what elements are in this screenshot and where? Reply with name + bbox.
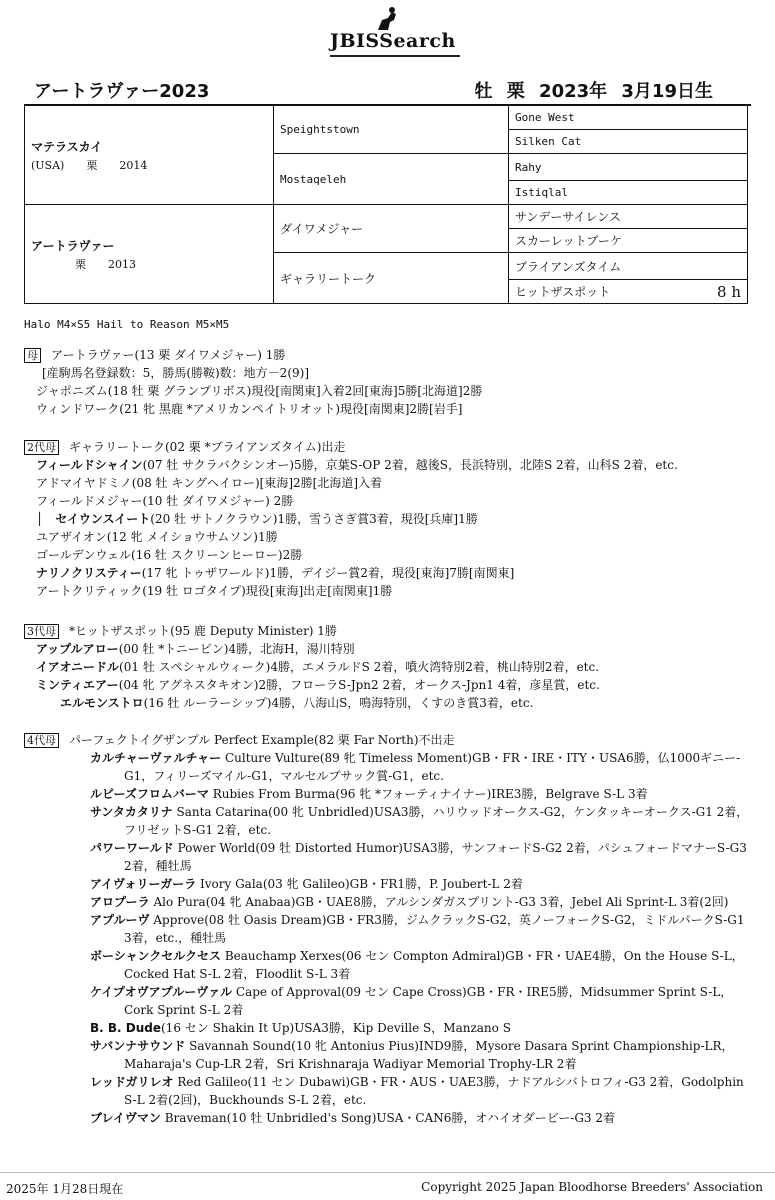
2nd-dam-line-1: アドマイヤドミノ(08 牡 キングヘイロー)[東海]2勝[北海道]入着 [36, 476, 383, 490]
dam-name[interactable]: アートラヴァー [31, 238, 115, 253]
4th-dam-list [24, 749, 754, 1127]
dds-cell[interactable]: ブライアンズタイム [509, 253, 748, 280]
section-dam [24, 346, 754, 418]
descendant-name[interactable]: サンタカタリナ [90, 805, 173, 819]
tag-2nd-dam: 2代母 [24, 440, 59, 455]
descendant-entry [24, 983, 754, 1019]
logo-text: JBISSearch [330, 30, 456, 52]
inbreeding-line: Halo M4×S5 Hail to Reason M5×M5 [24, 318, 230, 331]
descendant-record: Beauchamp Xerxes(06 セン Compton Admiral)GB・FR・UAE4勝，On the House S-L，Cocked Hat S-L 2着，Floodlit S-L 3着 [124, 949, 744, 981]
3rd-dam-line-1: イアオニードル(01 牡 スペシャルウィーク)4勝，エメラルドS 2着，噴火湾特別2着，桃山特別2着，etc. [36, 660, 600, 674]
section-3rd-dam [24, 622, 754, 712]
3rd-dam-head: *ヒットザスポット(95 鹿 Deputy Minister) 1勝 [69, 624, 337, 638]
ddd-cell [509, 280, 748, 304]
descendant-entry [24, 839, 754, 875]
descendant-name[interactable]: B. B. Dude [90, 1021, 161, 1035]
jbis-logo[interactable] [330, 6, 465, 54]
descendant-name[interactable]: アプルーヴ [90, 913, 150, 927]
2nd-dam-line-0: フィールドシャイン(07 牡 サクラバクシンオー)5勝，京葉S-OP 2着，越後S，長浜特別，北陸S 2着，山科S 2着，etc. [36, 458, 678, 472]
descendant-entry [24, 1109, 754, 1127]
descendant-entry [24, 1073, 754, 1109]
footer-copyright: Copyright 2025 Japan Bloodhorse Breeders' Association [421, 1180, 763, 1194]
descendant-entry [24, 749, 754, 785]
ds-cell[interactable]: ダイワメジャー [274, 205, 509, 253]
sire-sub: (USA) 栗 2014 [31, 158, 148, 172]
family-number: 8 h [717, 282, 741, 301]
title-bar [24, 76, 751, 106]
dam-line-1: [産駒馬名登録数：5，勝馬(勝鞍)数：地方－2(9)] [42, 366, 309, 380]
descendant-name[interactable]: ボーシャンクセルクセス [90, 949, 222, 963]
footer-divider [0, 1172, 775, 1173]
descendant-record: Savannah Sound(10 牝 Antonius Pius)IND9勝，Mysore Dasara Sprint Championship-LR，Maharaja's Cup-LR 2着，Sri Krishnaraja Wadiyar Memorial Trophy-LR 2着 [124, 1039, 734, 1071]
descendant-entry [24, 1019, 754, 1037]
descendant-entry [24, 911, 754, 947]
2nd-dam-line-3: │ セイウンスイート(20 牡 サトノクラウン)1勝，雪うさぎ賞3着，現役[兵庫]1勝 [36, 512, 478, 526]
2nd-dam-line-7: アートクリティック(19 牡 ロゴタイプ)現役[東海]出走[南関東]1勝 [36, 584, 393, 598]
descendant-record: (16 セン Shakin It Up)USA3勝，Kip Deville S，Manzano S [161, 1021, 511, 1035]
sire-cell [25, 106, 274, 205]
sds-cell[interactable]: Rahy [509, 154, 748, 181]
descendant-record: Alo Pura(04 牝 Anabaa)GB・UAE8勝，アルシンダガスプリント-G3 3着，Jebel Ali Sprint-L 3着(2回) [149, 895, 729, 909]
dam-line-3: ウィンドワーク(21 牝 黒鹿 *アメリカンペイトリオット)現役[南関東]2勝[岩手] [36, 402, 463, 416]
descendant-record: Cape of Approval(09 セン Cape Cross)GB・FR・IRE5勝，Midsummer Sprint S-L，Cork Sprint S-L 2着 [124, 985, 733, 1017]
logo-underline [330, 55, 460, 57]
2nd-dam-line-5: ゴールデンウェル(16 牡 スクリーンヒーロー)2勝 [36, 548, 303, 562]
descendant-record: Power World(09 牡 Distorted Humor)USA3勝，サンフォードS-G2 2着，パシュフォードマナーS-G3 2着，種牡馬 [124, 841, 747, 873]
descendant-record: Santa Catarina(00 牝 Unbridled)USA3勝，ハリウッドオークス-G2，ケンタッキーオークス-G1 2着，フリゼットS-G1 2着，etc. [124, 805, 749, 837]
descendant-name[interactable]: レッドガリレオ [90, 1075, 174, 1089]
horse-info: 牡 栗 2023年 3月19日生 [474, 81, 713, 102]
3rd-dam-line-0: アップルアロー(00 牡 *トニービン)4勝，北海H，湯川特別 [36, 642, 355, 656]
descendant-entry [24, 803, 754, 839]
dss-cell[interactable]: サンデーサイレンス [509, 205, 748, 229]
descendant-name[interactable]: ブレイヴマン [90, 1111, 161, 1125]
descendant-entry [24, 1037, 754, 1073]
3rd-dam-line-3: エルモンストロ(16 牡 ルーラーシップ)4勝，八海山S，鳴海特別，くすのき賞3着，etc. [36, 696, 534, 710]
dam-cell [25, 205, 274, 304]
descendant-name[interactable]: ルビーズフロムバーマ [90, 787, 209, 801]
dam-line-2: ジャポニズム(18 牡 栗 グランプリボス)現役[南関東]入着2回[東海]5勝[北海道]2勝 [36, 384, 483, 398]
descendant-record: Rubies From Burma(96 牝 *フォーティナイナー)IRE3勝，Belgrave S-L 3着 [208, 787, 648, 801]
dam-sub: 栗 2013 [31, 257, 136, 271]
descendant-name[interactable]: カルチャーヴァルチャー [90, 751, 222, 765]
descendant-name[interactable]: アロプーラ [90, 895, 150, 909]
descendant-record: Ivory Gala(03 牝 Galileo)GB・FR1勝，P. Joubert-L 2着 [196, 877, 523, 891]
sd-cell[interactable]: Mostaqeleh [274, 154, 509, 205]
ddd-name[interactable]: ヒットザスポット [515, 284, 611, 299]
section-2nd-dam [24, 438, 754, 600]
sire-name[interactable]: マテラスカイ [31, 139, 103, 154]
descendant-record: Culture Vulture(89 牝 Timeless Moment)GB・FR・IRE・ITY・USA6勝，仏1000ギニー-G1，フィリーズマイル-G1，マルセルブサック賞-G1，etc. [124, 751, 741, 783]
dd-cell[interactable]: ギャラリートーク [274, 253, 509, 304]
3rd-dam-line-2: ミンティエアー(04 牝 アグネスタキオン)2勝，フローラS-Jpn2 2着，オークス-Jpn1 4着，彦星賞，etc. [36, 678, 600, 692]
descendant-name[interactable]: アイヴォリーガーラ [90, 877, 197, 891]
4th-dam-head: パーフェクトイグザンプル Perfect Example(82 栗 Far North)不出走 [69, 733, 455, 747]
2nd-dam-line-4: ユアザイオン(12 牝 メイショウサムソン)1勝 [36, 530, 278, 544]
descendant-record: Red Galileo(11 セン Dubawi)GB・FR・AUS・UAE3勝，ナドアルシバトロフィ-G3 2着，Godolphin S-L 2着(2回)，Buckhounds S-L 2着，etc. [124, 1075, 744, 1107]
relation-label [0, 803, 18, 821]
relation-label [0, 749, 18, 767]
section-4th-dam [24, 731, 754, 1127]
tag-3rd-dam: 3代母 [24, 624, 59, 639]
2nd-dam-line-2: フィールドメジャー(10 牡 ダイワメジャー) 2勝 [36, 494, 294, 508]
pedigree-table [24, 105, 748, 304]
sdd-cell[interactable]: Istiqlal [509, 181, 748, 205]
horse-name: アートラヴァー2023 [34, 81, 210, 102]
tag-dam: 母 [24, 348, 41, 363]
descendant-entry [24, 785, 754, 803]
footer-date: 2025年 1月28日現在 [6, 1182, 124, 1196]
descendant-record: Braveman(10 牡 Unbridled's Song)USA・CAN6勝，オハイオダービー-G3 2着 [160, 1111, 616, 1125]
descendant-entry [24, 875, 754, 893]
ss-cell[interactable]: Speightstown [274, 106, 509, 154]
dsd-cell[interactable]: スカーレットブーケ [509, 229, 748, 253]
tag-4th-dam: 4代母 [24, 733, 59, 748]
descendant-record: Approve(08 牡 Oasis Dream)GB・FR3勝，ジムクラックS-G2，英ノーフォークS-G2，ミドルパークS-G1 3着，etc.，種牡馬 [124, 913, 745, 945]
relation-label [0, 911, 18, 929]
dam-line-0: アートラヴァー(13 栗 ダイワメジャー) 1勝 [51, 348, 286, 362]
2nd-dam-head: ギャラリートーク(02 栗 *ブライアンズタイム)出走 [69, 440, 346, 454]
descendant-entry [24, 947, 754, 983]
descendant-name[interactable]: ケイプオヴアプルーヴァル [90, 985, 233, 999]
horse-rider-icon [374, 6, 400, 32]
descendant-name[interactable]: パワーワールド [90, 841, 174, 855]
sss-cell[interactable]: Gone West [509, 106, 748, 130]
2nd-dam-line-6: ナリノクリスティー(17 牝 トゥザワールド)1勝，デイジー賞2着，現役[東海]7勝[南関東] [36, 566, 515, 580]
ssd-cell[interactable]: Silken Cat [509, 130, 748, 154]
descendant-entry [24, 893, 754, 911]
descendant-name[interactable]: サバンナサウンド [90, 1039, 186, 1053]
